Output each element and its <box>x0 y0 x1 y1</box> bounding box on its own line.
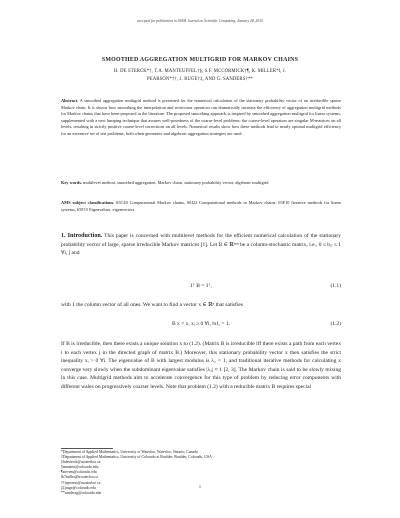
footnote: *Department of Applied Mathematics, University of Waterloo, Waterloo, Ontario, Canada <box>61 450 198 454</box>
footnote: §tmanteu@colorado.edu <box>61 465 99 470</box>
equation-1-1 <box>61 283 341 293</box>
equation-1-2 <box>61 321 341 331</box>
introduction-paragraph <box>61 232 341 258</box>
paragraph-2: with 1 the column vector of all ones. We want to find a vector x ∈ ℝⁿ that satisfies <box>61 302 243 308</box>
footnote-rule <box>61 448 113 449</box>
abstract-label: Abstract. <box>61 98 79 103</box>
author-list <box>52 68 348 83</box>
introduction-text: This paper is concerned with multilevel methods for the efficient numerical calculation of the stationary probability vector of large, sparse irreducible Markov matrices [1]. Let B ∈ ℝⁿˣⁿ be a column-stochastic matrix, i.e., 0 ≤ bᵢⱼ ≤ 1 ∀i, j and <box>61 233 341 257</box>
abstract <box>61 98 341 138</box>
footnote: ‖k7miller@uwaterloo.ca <box>61 475 98 480</box>
footnote: ¶stevem@colorado.edu <box>61 470 97 475</box>
authors-line-2: PEARSON*††, J. RUGE†‡, AND G. SANDERS†** <box>147 76 253 82</box>
keywords-label: Key words. <box>61 180 82 185</box>
equation-1-2-body: B x = x, xᵢ ≥ 0 ∀i, ‖x‖₁ = 1. <box>171 321 231 327</box>
keywords <box>61 180 341 187</box>
section-heading: 1. Introduction. <box>61 233 103 239</box>
footnote: †Department of Applied Mathematics, University of Colorado at Boulder, Boulder, Colorado, USA <box>61 455 212 460</box>
page-number: 1 <box>198 484 202 489</box>
ams-text: 65C40 Computational Markov chains, 60J22 Computational methods in Markov chains, 65F10 Iterative methods for linear systems, 65F15 Eigenvalues, eigenvectors <box>61 200 341 212</box>
keywords-text: multilevel method, smoothed aggregation, Markov chain, stationary probability vector, algebraic multigrid <box>83 180 269 185</box>
footnote: ††jepearso@uwaterloo.ca <box>61 480 101 485</box>
paragraph-3: If B is irreducible, then there exists a unique solution x to (1.2). (Matrix B is irreducible iff there exists a path from each vertex i to each vertex j in the directed graph of matrix B.) Moreover, this stationary probability vector x then satisfies the strict inequality xᵢ > 0 ∀i. The eigenvalue of B with largest modulus is λ₁ = 1, and traditional iterative methods for calculating x converge very slowly when the subdominant eigenvalue satisfies |λ₂| ≈ 1 [2, 3]. The Markov chain is said to be slowly mixing in this case. Multigrid methods aim to accelerate convergence for this type of problem by reducing error components with different wales on progressively coarser levels. Note that problem (1.2) with a reducible matrix B requires special <box>61 341 341 390</box>
ams-label: AMS subject classifications. <box>61 200 115 205</box>
authors-line-1: H. DE STERCK*†, T.A. MANTEUFFEL†§, S.F. MCCORMICK†¶, K. MILLER*‖, J. <box>113 69 287 74</box>
footnote: ‡‡jruge@colorado.edu <box>61 485 96 490</box>
running-header: accepted for publication in SIAM Journal on Scientific Computing, January 28, 2010 <box>137 19 263 23</box>
equation-1-1-body: 1ᵀ B = 1ᵀ, <box>190 283 212 289</box>
abstract-text: A smoothed aggregation multigrid method is presented for the numerical calculation of the stationary probability vector of an irreducible sparse Markov chain. It is shown how smoothing the interpolation and restriction operators can dramatically increase the efficiency of aggregation multigrid methods for Markov chains that have been proposed in the literature. The proposed smoothing approach is inspired by smoothed aggregation multigrid for linear systems, supplemented with a new lumping technique that assures well-posedness of the coarse-level problems: the coarse-level operators are singular M-matrices on all levels, resulting in strictly positive coarse-level corrections on all levels. Numerical results show how these methods lead to nearly optimal multigrid efficiency for an extensive set of test problems, both when geometric and algebraic aggregation strategies are used. <box>61 98 341 136</box>
footnote: **sandersg@colorado.edu <box>61 490 102 495</box>
equation-1-2-number: (1.2) <box>330 321 341 327</box>
equation-1-1-number: (1.1) <box>330 283 341 289</box>
paper-title: SMOOTHED AGGREGATION MULTIGRID FOR MARKOV CHAINS <box>101 57 299 63</box>
ams-classifications <box>61 200 341 213</box>
footnote: ‡hdesterck@uwaterloo.ca <box>61 460 101 465</box>
